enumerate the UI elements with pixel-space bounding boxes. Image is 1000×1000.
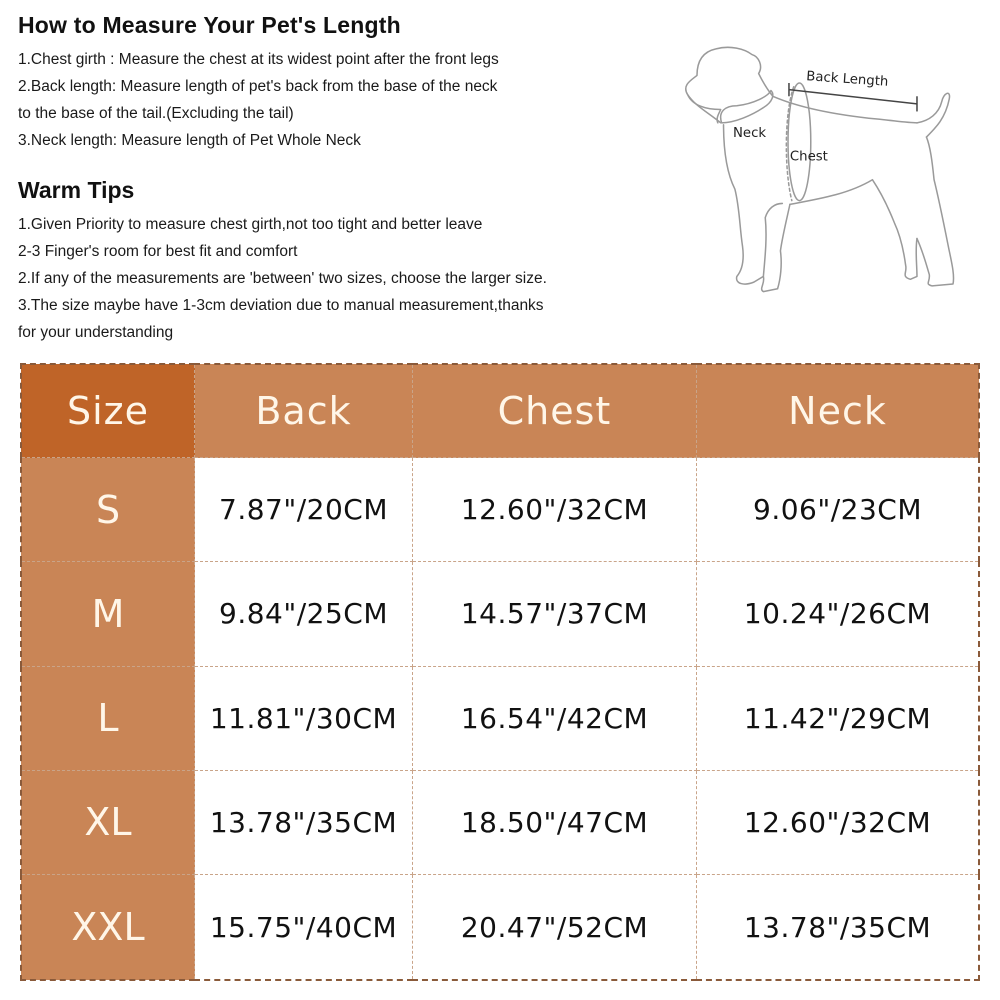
size-chart-table xyxy=(20,363,980,981)
dog-measurement-diagram xyxy=(665,28,985,303)
header-back: Back xyxy=(195,364,413,458)
tip-line: 3.The size maybe have 1-3cm deviation due to manual measurement,thanks xyxy=(18,297,544,314)
measure-line: 2.Back length: Measure length of pet's back from the base of the neck xyxy=(18,78,498,95)
header-chest: Chest xyxy=(413,364,697,458)
neck-cell: 9.06"/23CM xyxy=(697,458,980,562)
size-cell: XL xyxy=(21,770,195,874)
back-cell: 15.75"/40CM xyxy=(195,875,413,980)
table-row xyxy=(21,562,979,666)
back-cell: 7.87"/20CM xyxy=(195,458,413,562)
measure-instructions xyxy=(18,46,499,154)
size-cell: XXL xyxy=(21,875,195,980)
measure-title: How to Measure Your Pet's Length xyxy=(18,12,401,38)
table-header-row xyxy=(21,364,979,458)
measure-line: 3.Neck length: Measure length of Pet Whole Neck xyxy=(18,132,361,149)
size-cell: L xyxy=(21,666,195,770)
tip-line: 1.Given Priority to measure chest girth,not too tight and better leave xyxy=(18,216,483,233)
chest-cell: 20.47"/52CM xyxy=(413,875,697,980)
tip-line: 2-3 Finger's room for best fit and comfort xyxy=(18,243,298,260)
neck-cell: 13.78"/35CM xyxy=(697,875,980,980)
back-cell: 9.84"/25CM xyxy=(195,562,413,666)
chest-cell: 18.50"/47CM xyxy=(413,770,697,874)
measure-line: 1.Chest girth : Measure the chest at its widest point after the front legs xyxy=(18,51,499,68)
chest-cell: 12.60"/32CM xyxy=(413,458,697,562)
neck-cell: 10.24"/26CM xyxy=(697,562,980,666)
tips-list xyxy=(18,211,547,346)
neck-cell: 12.60"/32CM xyxy=(697,770,980,874)
header-neck: Neck xyxy=(697,364,980,458)
table-row xyxy=(21,458,979,562)
tip-line: 2.If any of the measurements are 'between' two sizes, choose the larger size. xyxy=(18,270,547,287)
size-cell: M xyxy=(21,562,195,666)
chest-label: Chest xyxy=(789,149,828,165)
chest-cell: 16.54"/42CM xyxy=(413,666,697,770)
table-row xyxy=(21,875,979,980)
table-row xyxy=(21,770,979,874)
chest-cell: 14.57"/37CM xyxy=(413,562,697,666)
neck-cell: 11.42"/29CM xyxy=(697,666,980,770)
back-cell: 11.81"/30CM xyxy=(195,666,413,770)
tips-title: Warm Tips xyxy=(18,177,135,203)
table-row xyxy=(21,666,979,770)
tip-line: for your understanding xyxy=(18,324,174,341)
neck-label: Neck xyxy=(733,126,767,142)
back-length-label: Back Length xyxy=(805,69,889,90)
back-cell: 13.78"/35CM xyxy=(195,770,413,874)
size-cell: S xyxy=(21,458,195,562)
header-size: Size xyxy=(21,364,195,458)
measure-line: to the base of the tail.(Excluding the tail) xyxy=(18,105,294,122)
